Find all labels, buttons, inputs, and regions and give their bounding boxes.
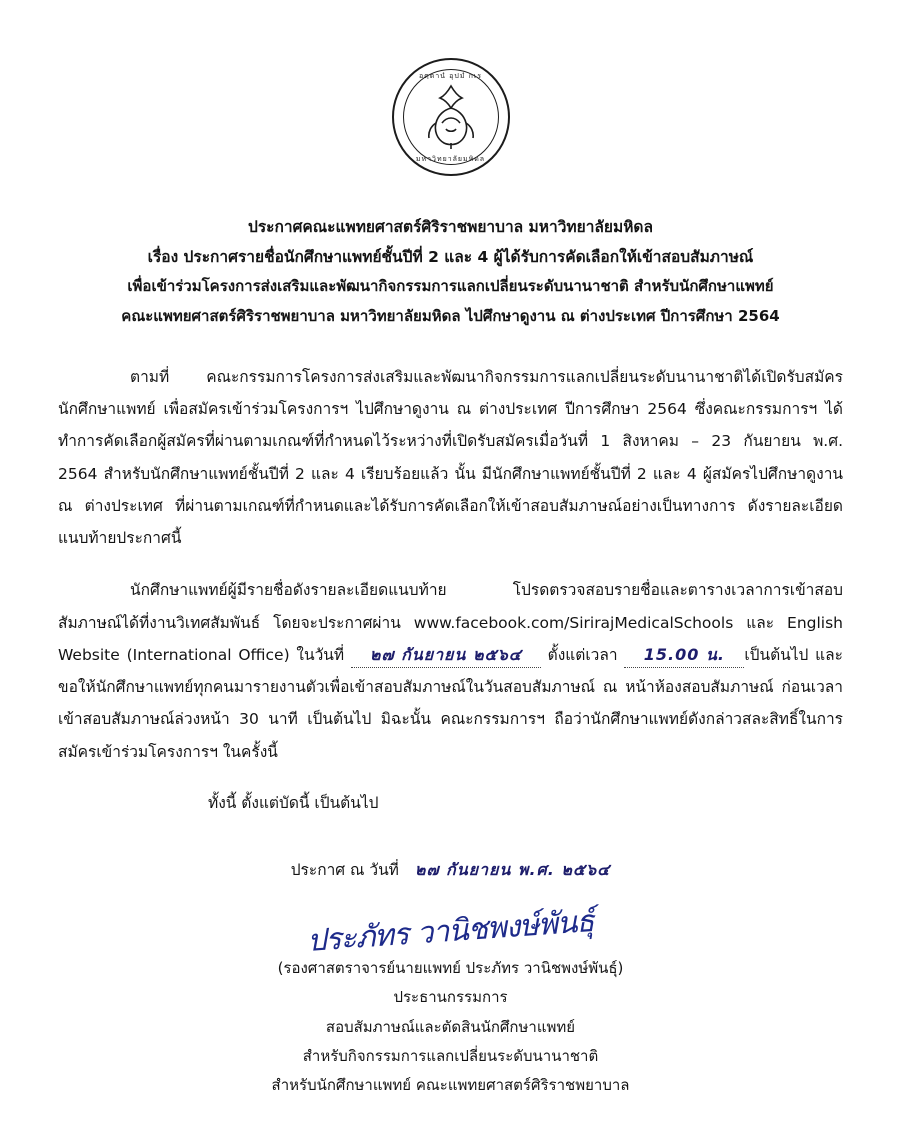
emblem-bottom-text: มหาวิทยาลัยมหิดล <box>415 155 486 163</box>
signer-title-1: ประธานกรรมการ <box>393 988 508 1007</box>
interview-time-handwritten: 15.00 น. <box>624 643 744 668</box>
signer-name: (รองศาสตราจารย์นายแพทย์ ประภัทร วานิชพงษ์พันธุ์) <box>277 959 624 978</box>
document-body <box>58 361 843 1100</box>
announcement-date-label: ประกาศ ณ วันที่ <box>290 860 399 879</box>
emblem-crest-icon <box>420 82 482 152</box>
paragraph-3-text: ทั้งนี้ ตั้งแต่บัดนี้ เป็นต้นไป <box>208 793 379 812</box>
signature-block <box>58 904 843 1100</box>
signature-details <box>58 954 843 1100</box>
paragraph-2-text-part-2: และ English Website (International Office) ในวันที่ <box>58 613 844 664</box>
paragraph-2 <box>58 574 843 767</box>
emblem-top-text: อตฺตานํ อุปมํ กเร <box>418 72 483 80</box>
paragraph-2-text-part-1: นักศึกษาแพทย์ผู้มีรายชื่อดังรายละเอียดแนบท้าย โปรดตรวจสอบรายชื่อและตารางเวลาการเข้าสอบสัมภาษณ์ได้ที่งานวิเทศสัมพันธ์ โดยจะประกาศผ่าน <box>58 581 843 632</box>
signature-scribble: ประภัทร วานิชพงษ์พันธุ์ <box>306 904 595 959</box>
paragraph-3 <box>58 788 843 819</box>
paragraph-1-text: ตามที่ คณะกรรมการโครงการส่งเสริมและพัฒนากิจกรรมการแลกเปลี่ยนระดับนานาชาติได้เปิดรับสมัครนักศึกษาแพทย์ เพื่อสมัครเข้าร่วมโครงการฯ ไปศึกษาดูงาน ณ ต่างประเทศ ปีการศึกษา 2564 ซึ่งคณะกรรมการฯ ได้ทำการคัดเลือกผู้สมัครที่ผ่านตามเกณฑ์ที่กำหนดไว้ระหว่างที่เปิดรับสมัครเมื่อวันที่ 1 สิงหาคม – 23 กันยายน พ.ศ. 2564 สำหรับนักศึกษาแพทย์ชั้นปีที่ 2 และ 4 เรียบร้อยแล้ว นั้น มีนักศึกษาแพทย์ชั้นปีที่ 2 และ 4 ผู้สมัครไปศึกษาดูงาน ณ ต่างประเทศ ที่ผ่านตามเกณฑ์ที่กำหนดและได้รับการคัดเลือกให้เข้าสอบสัมภาษณ์อย่างเป็นทางการ ดังรายละเอียดแนบท้ายประกาศนี้ <box>58 367 843 548</box>
interview-date-handwritten: ๒๗ กันยายน ๒๕๖๔ <box>351 643 541 668</box>
signer-title-4: สำหรับนักศึกษาแพทย์ คณะแพทยศาสตร์ศิริราชพยาบาล <box>271 1076 630 1095</box>
emblem-container <box>58 0 843 176</box>
signer-title-2: สอบสัมภาษณ์และตัดสินนักศึกษาแพทย์ <box>325 1017 576 1036</box>
announcement-date-row <box>58 853 843 886</box>
mahidol-emblem-icon <box>392 58 510 176</box>
facebook-url[interactable]: www.facebook.com/SirirajMedicalSchools <box>413 613 734 632</box>
paragraph-1 <box>58 361 843 554</box>
document-heading <box>58 212 843 331</box>
paragraph-2-text-part-3: ตั้งแต่เวลา <box>540 645 625 664</box>
announcement-date-handwritten: ๒๗ กันยายน พ.ศ. ๒๕๖๔ <box>414 859 611 879</box>
signer-title-3: สำหรับกิจกรรมการแลกเปลี่ยนระดับนานาชาติ <box>302 1046 599 1065</box>
heading-line-2: เรื่อง ประกาศรายชื่อนักศึกษาแพทย์ชั้นปีที่ 2 และ 4 ผู้ได้รับการคัดเลือกให้เข้าสอบสัมภาษณ์ <box>147 248 754 267</box>
paragraph-2-text-part-4: เป็นต้นไป และขอให้นักศึกษาแพทย์ทุกคนมารายงานตัวเพื่อเข้าสอบสัมภาษณ์ในวันสอบสัมภาษณ์ ณ หน้าห้องสอบสัมภาษณ์ ก่อนเวลาเข้าสอบสัมภาษณ์ล่วงหน้า 30 นาที เป็นต้นไป มิฉะนั้น คณะกรรมการฯ ถือว่านักศึกษาแพทย์ดังกล่าวสละสิทธิ์ในการสมัครเข้าร่วมโครงการฯ ในครั้งนี้ <box>58 645 843 761</box>
heading-line-4: คณะแพทยศาสตร์ศิริราชพยาบาล มหาวิทยาลัยมหิดล ไปศึกษาดูงาน ณ ต่างประเทศ ปีการศึกษา 2564 <box>121 306 780 325</box>
heading-line-3: เพื่อเข้าร่วมโครงการส่งเสริมและพัฒนากิจกรรมการแลกเปลี่ยนระดับนานาชาติ สำหรับนักศึกษาแพทย์ <box>127 277 774 296</box>
heading-line-1: ประกาศคณะแพทยศาสตร์ศิริราชพยาบาล มหาวิทยาลัยมหิดล <box>248 218 653 236</box>
